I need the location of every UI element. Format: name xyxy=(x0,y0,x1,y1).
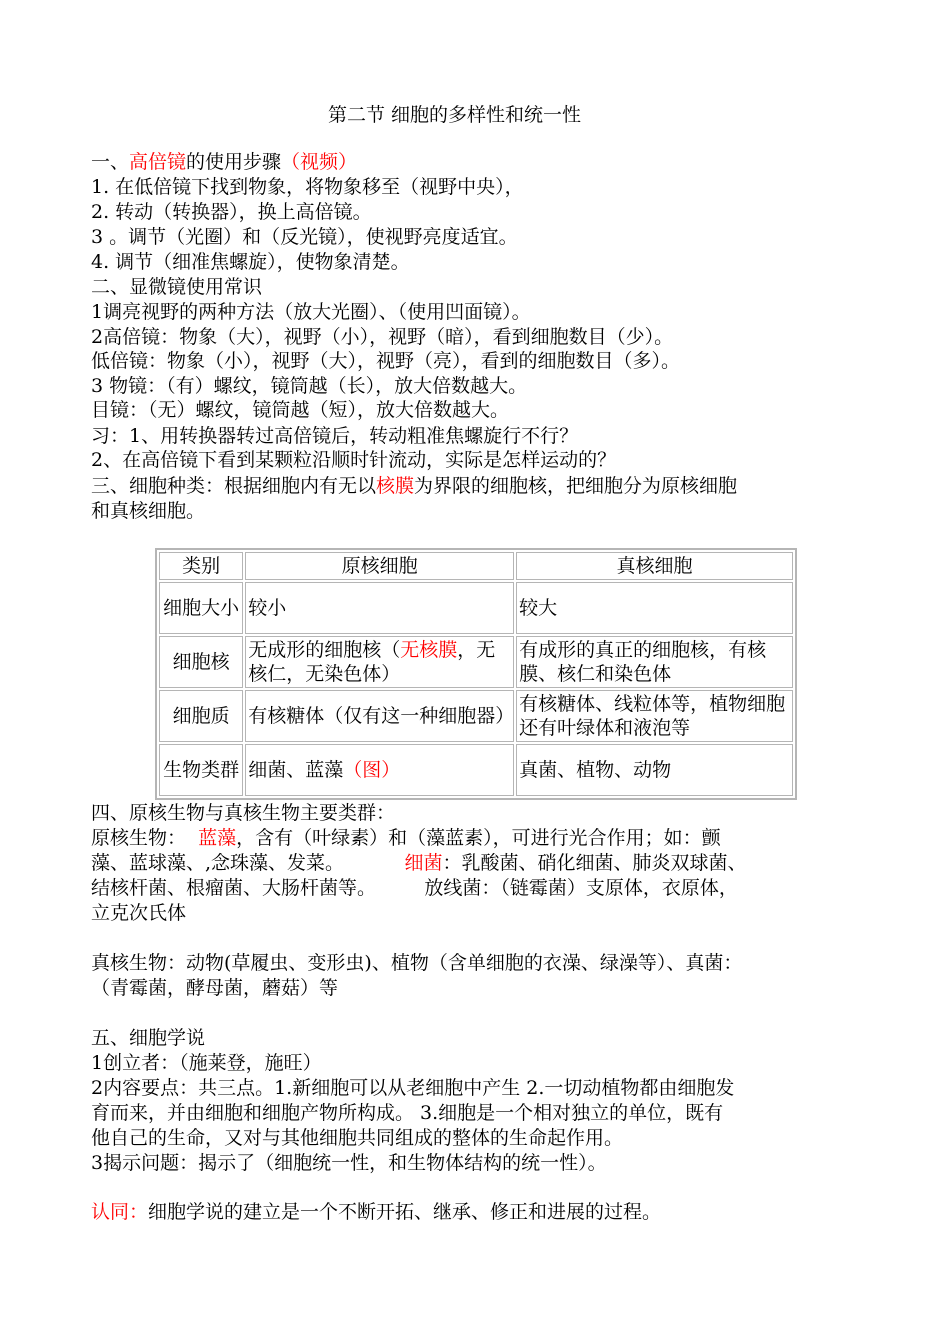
text-line: 3揭示问题：揭示了（细胞统一性，和生物体结构的统一性）。 xyxy=(91,1152,607,1174)
table-cell: 有核糖体（仅有这一种细胞器） xyxy=(245,690,514,742)
section-3-heading: 三、细胞种类：根据细胞内有无以核膜为界限的细胞核，把细胞分为原核细胞 xyxy=(91,475,738,497)
text-line: 3 物镜：（有）螺纹，镜筒越（长），放大倍数越大。 xyxy=(91,375,528,397)
highlight-text: 蓝藻 xyxy=(198,827,237,849)
image-link[interactable]: （图） xyxy=(343,759,401,781)
text-line: 2高倍镜：物象（大），视野（小），视野（暗），看到细胞数目（少）。 xyxy=(91,326,674,348)
text-line: 1调亮视野的两种方法（放大光圈）、（使用凹面镜）。 xyxy=(91,301,531,323)
text-line: （青霉菌，酵母菌，蘑菇）等 xyxy=(91,977,339,999)
table-cell: 无成形的细胞核（无核膜，无核仁，无染色体） xyxy=(245,636,514,688)
section-5-heading: 五、细胞学说 xyxy=(91,1027,206,1049)
conclusion-line: 认同：细胞学说的建立是一个不断开拓、继承、修正和进展的过程。 xyxy=(91,1201,662,1223)
text-line: 育而来，并由细胞和细胞产物所构成。 3.细胞是一个相对独立的单位，既有 xyxy=(91,1102,724,1124)
step-line: 4. 调节（细准焦螺旋），使物象清楚。 xyxy=(91,251,410,273)
table-row xyxy=(159,744,793,796)
text-line: 结核杆菌、根瘤菌、大肠杆菌等。 放线菌：（链霉菌）支原体，衣原体， xyxy=(91,877,738,899)
exercise-line: 2、在高倍镜下看到某颗粒沿顺时针流动，实际是怎样运动的？ xyxy=(91,449,617,471)
text-line: 藻、蓝球藻、,念珠藻、发菜。 细菌：乳酸菌、硝化细菌、肺炎双球菌、 xyxy=(91,852,747,874)
text-line: 低倍镜：物象（小），视野（大），视野（亮），看到的细胞数目（多）。 xyxy=(91,350,681,372)
exercise-line: 习：1、用转换器转过高倍镜后，转动粗准焦螺旋行不行？ xyxy=(91,425,579,447)
step-line: 2. 转动（转换器），换上高倍镜。 xyxy=(91,201,372,223)
text-line: 和真核细胞。 xyxy=(91,500,206,522)
table-cell: 真菌、植物、动物 xyxy=(516,744,793,796)
table-cell: 较小 xyxy=(245,582,514,634)
text-line: 目镜：（无）螺纹，镜筒越（短），放大倍数越大。 xyxy=(91,399,510,421)
table-cell: 细菌、蓝藻（图） xyxy=(245,744,514,796)
table-row xyxy=(159,690,793,742)
text-line: 真核生物：动物(草履虫、变形虫)、植物（含单细胞的衣澡、绿澡等）、真菌： xyxy=(91,952,743,974)
highlight-text: 高倍镜 xyxy=(129,151,187,173)
step-line: 3 。调节（光圈）和（反光镜），使视野亮度适宜。 xyxy=(91,226,518,248)
highlight-text: 核膜 xyxy=(376,475,415,497)
text-line: 2内容要点：共三点。1.新细胞可以从老细胞中产生 2.一切动植物都由细胞发 xyxy=(91,1077,735,1099)
table-header-cell: 真核细胞 xyxy=(516,552,793,580)
highlight-text: 细菌 xyxy=(404,852,443,874)
table-header-cell: 原核细胞 xyxy=(245,552,514,580)
text-line: 他自己的生命，又对与其他细胞共同组成的整体的生命起作用。 xyxy=(91,1127,624,1149)
section-4-heading: 四、原核生物与真核生物主要类群： xyxy=(91,802,396,824)
row-label: 生物类群 xyxy=(159,744,243,796)
table-cell: 有成形的真正的细胞核，有核膜、核仁和染色体 xyxy=(516,636,793,688)
row-label: 细胞核 xyxy=(159,636,243,688)
highlight-text: 无核膜 xyxy=(400,639,458,661)
row-label: 细胞质 xyxy=(159,690,243,742)
video-link[interactable]: （视频） xyxy=(281,151,358,173)
highlight-text: 认同： xyxy=(91,1201,149,1223)
table-header-cell: 类别 xyxy=(159,552,243,580)
table-header-row xyxy=(159,552,793,580)
text-line: 1创立者：（施莱登，施旺） xyxy=(91,1052,322,1074)
section-1-heading: 一、高倍镜的使用步骤（视频） xyxy=(91,151,358,173)
section-2-heading: 二、显微镜使用常识 xyxy=(91,276,263,298)
step-line: 1. 在低倍镜下找到物象，将物象移至（视野中央）， xyxy=(91,176,524,198)
text-line: 原核生物： 蓝藻，含有（叶绿素）和（藻蓝素），可进行光合作用；如：颤 xyxy=(91,827,721,849)
table-cell: 较大 xyxy=(516,582,793,634)
table-cell: 有核糖体、线粒体等，植物细胞还有叶绿体和液泡等 xyxy=(516,690,793,742)
page-title: 第二节 细胞的多样性和统一性 xyxy=(328,104,582,126)
text-line: 立克次氏体 xyxy=(91,902,187,924)
table-row xyxy=(159,636,793,688)
cell-comparison-table xyxy=(155,548,797,800)
row-label: 细胞大小 xyxy=(159,582,243,634)
table-row xyxy=(159,582,793,634)
